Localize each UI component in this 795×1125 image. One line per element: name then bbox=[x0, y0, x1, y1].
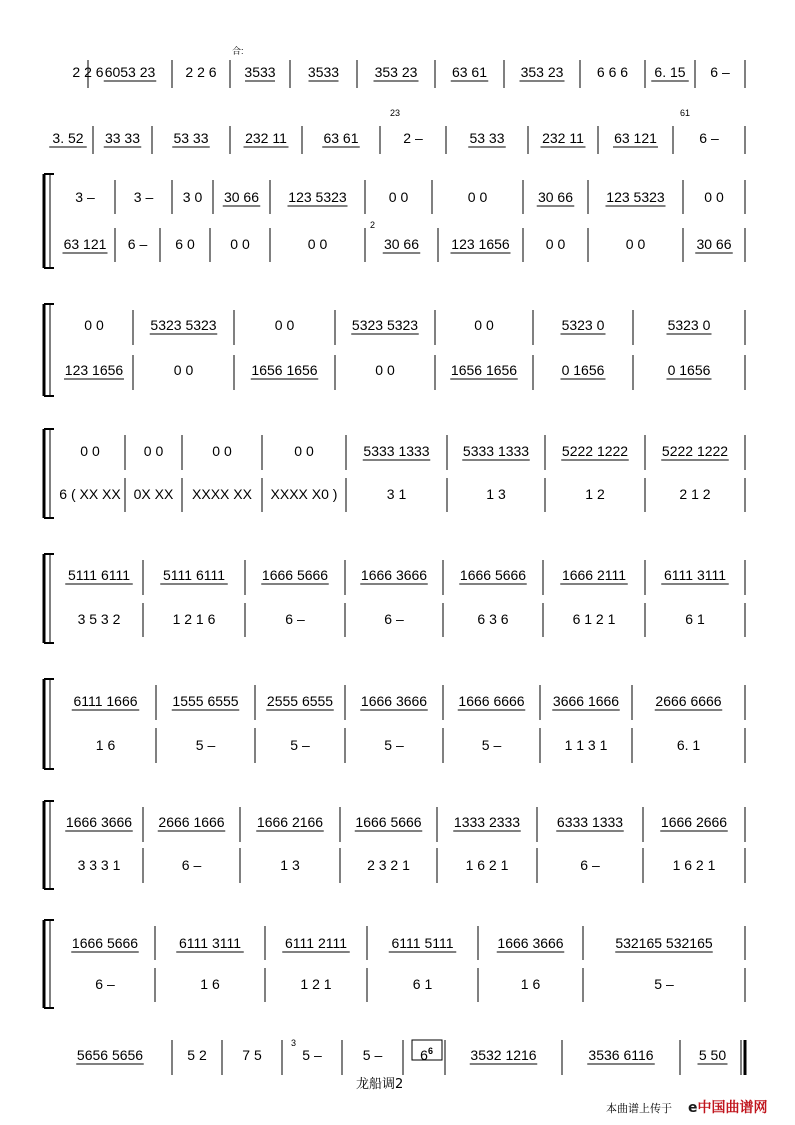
bar-notes: 1 2 1 bbox=[300, 976, 332, 992]
bar-notes: 123 5323 bbox=[606, 189, 665, 205]
bar-notes: 6053 23 bbox=[104, 64, 156, 80]
bar-notes: 6111 5111 bbox=[391, 935, 454, 951]
bar-notes: 1555 6555 bbox=[172, 693, 239, 709]
bar-notes: 6 6 6 bbox=[596, 64, 629, 80]
bar-notes: 1666 3666 bbox=[497, 935, 564, 951]
bar-notes: 1666 5666 bbox=[459, 567, 527, 583]
bar-notes: 1656 1656 bbox=[450, 362, 518, 378]
grace-note: 23 bbox=[390, 108, 401, 118]
bar-notes: 6 bbox=[420, 1047, 428, 1063]
bar-notes: 1 6 bbox=[95, 737, 116, 753]
bar-notes: 5 – bbox=[481, 737, 502, 753]
bar-notes: 5656 5656 bbox=[76, 1047, 144, 1063]
bar-notes: 5 – bbox=[384, 737, 404, 753]
bar-notes: 1 2 1 6 bbox=[172, 611, 216, 627]
bar-notes: 3 0 bbox=[182, 189, 203, 205]
bar-notes: 5 – bbox=[290, 737, 310, 753]
bar-notes: 3533 bbox=[244, 64, 276, 80]
bar-notes: 5 – bbox=[302, 1047, 322, 1063]
bar-notes: 5323 5323 bbox=[351, 317, 419, 333]
bar-notes: 0 0 bbox=[84, 317, 104, 333]
bar-notes: 2555 6555 bbox=[266, 693, 334, 709]
bar-notes: 1666 5666 bbox=[355, 814, 422, 830]
bar-notes: 2 2 6 bbox=[72, 64, 104, 80]
site-logo-prefix: e bbox=[688, 1100, 698, 1116]
bar-notes: 1 6 2 1 bbox=[465, 857, 509, 873]
bar-notes: 63 121 bbox=[614, 130, 657, 146]
bar-notes: 353 23 bbox=[520, 64, 564, 80]
bar-notes: 6 1 bbox=[412, 976, 433, 992]
page-footer-title: 龙船调2 bbox=[356, 1077, 404, 1092]
bar-notes: 5 – bbox=[362, 1047, 383, 1063]
bar-notes: 2 – bbox=[403, 130, 423, 146]
bar-notes: 353 23 bbox=[374, 64, 418, 80]
bar-notes: 532165 532165 bbox=[615, 935, 713, 951]
bar-notes: 232 11 bbox=[245, 130, 287, 146]
bar-notes: 6 3 6 bbox=[477, 611, 509, 627]
bar-notes: 6 – bbox=[580, 857, 600, 873]
bar-notes: 6111 1666 bbox=[73, 693, 138, 709]
upload-credit: 本曲谱上传于 bbox=[606, 1102, 672, 1115]
bar-notes: 6 ( XX XX bbox=[59, 486, 121, 502]
bar-notes: 0 0 bbox=[274, 317, 295, 333]
bar-notes: 3 1 bbox=[386, 486, 407, 502]
bar-notes: 0X XX bbox=[133, 486, 174, 502]
bar-notes: 5323 0 bbox=[667, 317, 711, 333]
bar-notes: 6 – bbox=[710, 64, 730, 80]
grace-note: 3 bbox=[291, 1038, 297, 1048]
bar-notes: 5222 1222 bbox=[661, 443, 729, 459]
bar-notes: 1 2 bbox=[585, 486, 605, 502]
bar-notes: 30 66 bbox=[223, 189, 260, 205]
bar-notes: 1 3 bbox=[486, 486, 506, 502]
bar-notes: 0 0 bbox=[173, 362, 194, 378]
bar-notes: 0 0 bbox=[294, 443, 314, 459]
bar-notes: 0 0 bbox=[704, 189, 724, 205]
grace-note: 61 bbox=[680, 108, 691, 118]
bar-notes: 1666 3666 bbox=[360, 567, 428, 583]
rest-marker: 6 bbox=[428, 1046, 434, 1056]
bar-notes: 33 33 bbox=[104, 130, 141, 146]
bar-notes: 1 6 2 1 bbox=[672, 857, 716, 873]
bar-notes: 123 1656 bbox=[451, 236, 510, 252]
bar-notes: 0 0 bbox=[212, 443, 232, 459]
bar-notes: 5 2 bbox=[187, 1047, 207, 1063]
bar-notes: 6 – bbox=[127, 236, 148, 252]
bar-notes: 3 5 3 2 bbox=[77, 611, 121, 627]
bar-notes: 6111 2111 bbox=[284, 935, 348, 951]
bar-notes: 6 0 bbox=[175, 236, 195, 252]
bar-notes: 0 0 bbox=[143, 443, 164, 459]
bar-notes: 3 – bbox=[75, 189, 95, 205]
bar-notes: 3536 6116 bbox=[588, 1047, 654, 1063]
bar-notes: 2666 6666 bbox=[655, 693, 722, 709]
bar-notes: 0 0 bbox=[80, 443, 100, 459]
bar-notes: 1656 1656 bbox=[251, 362, 318, 378]
bar-notes: 53 33 bbox=[469, 130, 505, 146]
bar-notes: 3 – bbox=[133, 189, 154, 205]
bar-notes: 0 0 bbox=[545, 236, 566, 252]
bar-notes: 30 66 bbox=[537, 189, 574, 205]
bar-notes: 123 1656 bbox=[64, 362, 124, 378]
bar-notes: 0 0 bbox=[467, 189, 488, 205]
bar-notes: 7 5 bbox=[242, 1047, 262, 1063]
bar-notes: 1666 2166 bbox=[256, 814, 324, 830]
bar-notes: 6111 3111 bbox=[663, 567, 727, 583]
bar-notes: 30 66 bbox=[383, 236, 420, 252]
grace-note: 2 bbox=[370, 220, 376, 230]
bar-notes: 5 50 bbox=[698, 1047, 727, 1063]
bar-notes: 53 33 bbox=[173, 130, 209, 146]
bar-notes: 0 0 bbox=[625, 236, 646, 252]
bar-notes: 6 1 2 1 bbox=[572, 611, 616, 627]
bar-notes: 5111 6111 bbox=[67, 567, 131, 583]
bar-notes: 2 3 2 1 bbox=[367, 857, 410, 873]
bar-notes: 5 – bbox=[195, 737, 216, 753]
bar-notes: 232 11 bbox=[542, 130, 584, 146]
bar-notes: 0 0 bbox=[375, 362, 395, 378]
bar-notes: 1 3 bbox=[280, 857, 300, 873]
bar-notes: 1 6 bbox=[520, 976, 541, 992]
bar-notes: 1666 2111 bbox=[561, 567, 627, 583]
site-logo-text: 中国曲谱网 bbox=[697, 1100, 768, 1116]
bar-notes: 5333 1333 bbox=[363, 443, 430, 459]
bar-notes: 1666 5666 bbox=[71, 935, 139, 951]
bar-notes: 1666 6666 bbox=[458, 693, 525, 709]
bar-notes: 3533 bbox=[307, 64, 340, 80]
bar-notes: 6 1 bbox=[685, 611, 705, 627]
bar-notes: 0 0 bbox=[474, 317, 494, 333]
bar-notes: 0 0 bbox=[307, 236, 328, 252]
bar-notes: 5222 1222 bbox=[561, 443, 629, 459]
bar-notes: 1666 5666 bbox=[261, 567, 329, 583]
bar-notes: 6333 1333 bbox=[556, 814, 624, 830]
bar-notes: 6111 3111 bbox=[178, 935, 242, 951]
bar-notes: 63 61 bbox=[451, 64, 488, 80]
he-mark: 合: bbox=[232, 46, 244, 56]
bar-notes: 5 – bbox=[654, 976, 674, 992]
bar-notes: 6 – bbox=[181, 857, 202, 873]
bar-notes: 6 – bbox=[95, 976, 115, 992]
bar-notes: 5323 5323 bbox=[150, 317, 217, 333]
bar-notes: 123 5323 bbox=[288, 189, 347, 205]
bar-notes: 6 – bbox=[384, 611, 404, 627]
bar-notes: XXXX XX bbox=[192, 486, 252, 502]
bar-notes: 63 121 bbox=[63, 236, 107, 252]
bar-notes: 2 2 6 bbox=[185, 64, 217, 80]
bar-notes: 6 – bbox=[285, 611, 305, 627]
bar-notes: 1666 3666 bbox=[65, 814, 133, 830]
bar-notes: 6. 15 bbox=[654, 64, 686, 80]
bar-notes: 5111 6111 bbox=[162, 567, 226, 583]
bar-notes: 63 61 bbox=[323, 130, 359, 146]
bar-notes: XXXX X0 ) bbox=[270, 486, 338, 502]
bar-notes: 3532 1216 bbox=[470, 1047, 537, 1063]
bar-notes: 1 6 bbox=[200, 976, 220, 992]
bar-notes: 0 0 bbox=[388, 189, 409, 205]
bar-notes: 1 1 3 1 bbox=[564, 737, 608, 753]
bar-notes: 1666 2666 bbox=[660, 814, 728, 830]
bar-notes: 3. 52 bbox=[52, 130, 84, 146]
bar-notes: 5323 0 bbox=[561, 317, 605, 333]
bar-notes: 0 1656 bbox=[667, 362, 711, 378]
bar-notes: 30 66 bbox=[696, 236, 732, 252]
bar-notes: 2666 1666 bbox=[158, 814, 225, 830]
bar-notes: 1666 3666 bbox=[360, 693, 428, 709]
bar-notes: 3666 1666 bbox=[552, 693, 620, 709]
bar-notes: 5333 1333 bbox=[462, 443, 530, 459]
bar-notes: 1333 2333 bbox=[453, 814, 521, 830]
site-logo bbox=[688, 1097, 768, 1117]
bar-notes: 2 1 2 bbox=[679, 486, 711, 502]
bar-notes: 0 0 bbox=[230, 236, 250, 252]
bar-notes: 3 3 3 1 bbox=[77, 857, 121, 873]
bar-notes: 0 1656 bbox=[561, 362, 605, 378]
bar-notes: 6. 1 bbox=[676, 737, 701, 753]
bar-notes: 6 – bbox=[699, 130, 719, 146]
